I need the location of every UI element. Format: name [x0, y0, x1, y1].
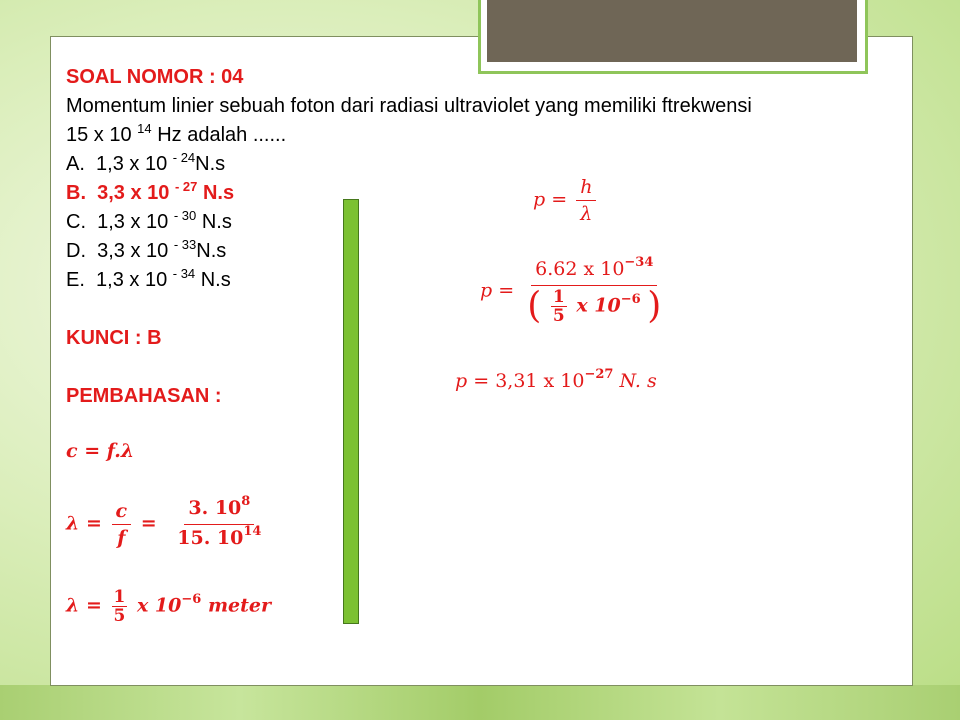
equation-momentum-substitution	[480, 255, 668, 327]
equation-wavelength-result	[66, 588, 271, 625]
option-unit: N.s	[196, 240, 227, 262]
fraction-one-fifth	[551, 288, 567, 325]
eq-sign: =	[85, 594, 102, 617]
question-title: SOAL NOMOR : 04	[66, 66, 244, 88]
option-exponent: - 24	[172, 150, 196, 165]
question-stem-line1: Momentum linier sebuah foton dari radiasi ultraviolet yang memiliki ftrekwensi	[66, 95, 752, 117]
fraction-numerator: h	[576, 176, 596, 201]
option-exponent: - 34	[172, 266, 196, 281]
fraction-one-fifth	[112, 588, 128, 625]
option-d	[66, 239, 226, 265]
eq-lhs: p	[455, 370, 468, 392]
fraction-planck-over-wavelength	[523, 255, 665, 327]
option-a	[66, 152, 225, 178]
numerator-exponent: −34	[624, 255, 654, 270]
stem-frequency-base: 15 x 10	[66, 124, 132, 146]
eq-lhs: p	[533, 188, 546, 211]
eq-lhs: λ	[66, 594, 80, 617]
eq-exponent: −27	[584, 367, 614, 382]
discussion-title: PEMBAHASAN :	[66, 385, 222, 407]
option-exponent: - 27	[174, 179, 198, 194]
option-base: 3,3 x 10	[97, 182, 170, 204]
fraction-h-over-lambda	[576, 176, 596, 225]
option-unit: N.s	[200, 269, 231, 291]
eq-sign: =	[551, 188, 568, 211]
option-unit: N.s	[202, 182, 235, 204]
option-exponent: - 30	[173, 208, 197, 223]
numerator-base: 3. 10	[188, 497, 242, 519]
option-b	[66, 181, 234, 207]
denominator-exponent: 14	[243, 524, 262, 539]
fraction-denominator: f	[117, 527, 126, 549]
eq-unit: meter	[207, 594, 272, 617]
eq-exponent: −6	[181, 591, 202, 607]
background-band	[0, 685, 960, 720]
eq-sign: =	[498, 279, 515, 302]
fraction-numerator	[531, 255, 657, 286]
eq-sign: =	[85, 512, 102, 535]
option-e	[66, 268, 231, 294]
option-unit: N.s	[201, 211, 232, 233]
eq-lhs: c	[66, 440, 78, 462]
option-letter: D.	[66, 240, 86, 262]
title-placeholder-box	[487, 0, 857, 62]
paren-right: )	[647, 285, 662, 327]
equation-speed-of-light	[66, 440, 134, 462]
eq-unit: N. s	[619, 370, 657, 392]
fraction-denominator	[173, 525, 265, 552]
numerator-base: 6.62 x 10	[535, 258, 625, 280]
eq-rhs: f.λ	[106, 440, 135, 462]
option-letter: B.	[66, 182, 86, 204]
option-letter: E.	[66, 269, 85, 291]
fraction-values	[173, 494, 265, 552]
denominator-multiplier: x 10	[576, 294, 621, 317]
fraction-denominator: 5	[552, 306, 565, 326]
eq-lhs: p	[480, 279, 493, 302]
option-base: 1,3 x 10	[96, 269, 168, 291]
denominator-exponent: −6	[620, 291, 641, 307]
fraction-denominator: λ	[580, 203, 593, 225]
fraction-numerator	[184, 494, 254, 525]
option-exponent: - 33	[173, 237, 197, 252]
fraction-numerator: 1	[552, 287, 565, 307]
stem-frequency-exponent: 14	[137, 121, 152, 136]
fraction-numerator: c	[112, 500, 132, 525]
answer-key: KUNCI : B	[66, 327, 162, 349]
option-c	[66, 210, 232, 236]
stem-frequency-tail: Hz adalah ......	[157, 124, 287, 146]
eq-sign: =	[473, 370, 490, 392]
eq-sign: =	[140, 512, 157, 535]
option-base: 1,3 x 10	[96, 153, 168, 175]
fraction-c-over-f	[112, 500, 132, 549]
equation-momentum-result	[455, 367, 657, 392]
option-base: 3,3 x 10	[97, 240, 169, 262]
paren-left: (	[527, 285, 542, 327]
equation-momentum-formula	[533, 176, 599, 225]
fraction-numerator: 1	[113, 587, 126, 607]
eq-lhs: λ	[66, 512, 80, 535]
numerator-exponent: 8	[241, 494, 251, 509]
denominator-base: 15. 10	[177, 527, 244, 549]
eq-value: 3,31 x 10	[495, 370, 585, 392]
fraction-denominator: 5	[113, 606, 126, 626]
option-letter: C.	[66, 211, 86, 233]
green-divider-bar	[343, 199, 359, 624]
option-base: 1,3 x 10	[97, 211, 169, 233]
question-stem-line2	[66, 123, 286, 149]
option-letter: A.	[66, 153, 85, 175]
eq-sign: =	[84, 440, 101, 462]
option-unit: N.s	[195, 153, 226, 175]
eq-multiplier: x 10	[136, 594, 182, 617]
fraction-denominator	[523, 286, 665, 325]
equation-wavelength	[66, 494, 268, 552]
